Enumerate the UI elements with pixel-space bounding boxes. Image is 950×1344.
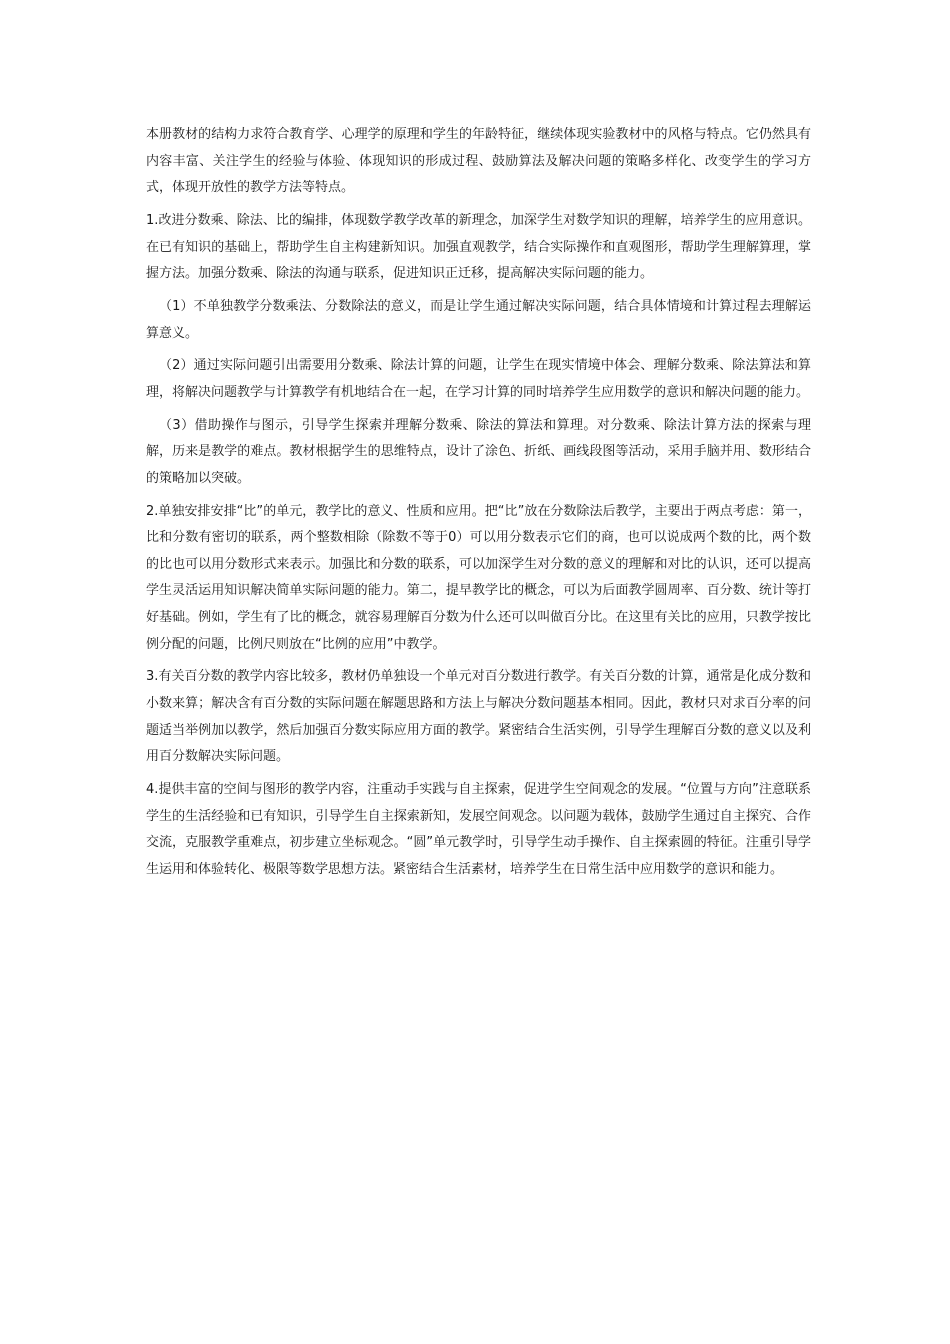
point-2-paragraph: 2.单独安排安排“比”的单元，教学比的意义、性质和应用。把“比”放在分数除法后教学，主要出于两点考虑：第一，比和分数有密切的联系，两个整数相除（除数不等于0）可以用分数表示它们的商，也可以说成两个数的比，两个数的比也可以用分数形式来表示。加强比和分数的联系，可以加深学生对分数的意义的理解和对比的认识，还可以提高学生灵活运用知识解决简单实际问题的能力。第二，提早教学比的概念，可以为后面教学圆周率、百分数、统计等打好基础。例如，学生有了比的概念，就容易理解百分数为什么还可以叫做百分比。在这里有关比的应用，只教学按比例分配的问题，比例尺则放在“比例的应用”中教学。 <box>146 503 811 652</box>
point-4-paragraph: 4.提供丰富的空间与图形的教学内容，注重动手实践与自主探索，促进学生空间观念的发展。“位置与方向”注意联系学生的生活经验和已有知识，引导学生自主探索新知，发展空间观念。以问题为载体，鼓励学生通过自主探究、合作交流，克服教学重难点，初步建立坐标观念。“圆”单元教学时，引导学生动手操作、自主探索圆的特征。注重引导学生运用和体验转化、极限等数学思想方法。紧密结合生活素材，培养学生在日常生活中应用数学的意识和能力。 <box>146 781 811 877</box>
point-1-sub-1-paragraph: （1）不单独教学分数乘法、分数除法的意义，而是让学生通过解决实际问题，结合具体情境和计算过程去理解运算意义。 <box>146 298 811 341</box>
point-1-paragraph: 1.改进分数乘、除法、比的编排，体现数学教学改革的新理念，加深学生对数学知识的理解，培养学生的应用意识。在已有知识的基础上，帮助学生自主构建新知识。加强直观教学，结合实际操作和直观图形，帮助学生理解算理，掌握方法。加强分数乘、除法的沟通与联系，促进知识正迁移，提高解决实际问题的能力。 <box>146 212 811 282</box>
intro-paragraph: 本册教材的结构力求符合教育学、心理学的原理和学生的年龄特征，继续体现实验教材中的风格与特点。它仍然具有内容丰富、关注学生的经验与体验、体现知识的形成过程、鼓励算法及解决问题的策略多样化、改变学生的学习方式，体现开放性的教学方法等特点。 <box>146 127 811 196</box>
point-1-sub-3-paragraph: （3）借助操作与图示，引导学生探索并理解分数乘、除法的算法和算理。对分数乘、除法计算方法的探索与理解，历来是教学的难点。教材根据学生的思维特点，设计了涂色、折纸、画线段图等活动，采用手脑并用、数形结合的策略加以突破。 <box>146 417 811 486</box>
point-1-sub-2-paragraph: （2）通过实际问题引出需要用分数乘、除法计算的问题，让学生在现实情境中体会、理解分数乘、除法算法和算理，将解决问题教学与计算教学有机地结合在一起，在学习计算的同时培养学生应用数学的意识和解决问题的能力。 <box>146 358 811 400</box>
document-body <box>146 122 811 890</box>
point-3-paragraph: 3.有关百分数的教学内容比较多，教材仍单独设一个单元对百分数进行教学。有关百分数的计算，通常是化成分数和小数来算；解决含有百分数的实际问题在解题思路和方法上与解决分数问题基本相同。因此，教材只对求百分率的问题适当举例加以教学，然后加强百分数实际应用方面的教学。紧密结合生活实例，引导学生理解百分数的意义以及利用百分数解决实际问题。 <box>146 669 811 765</box>
